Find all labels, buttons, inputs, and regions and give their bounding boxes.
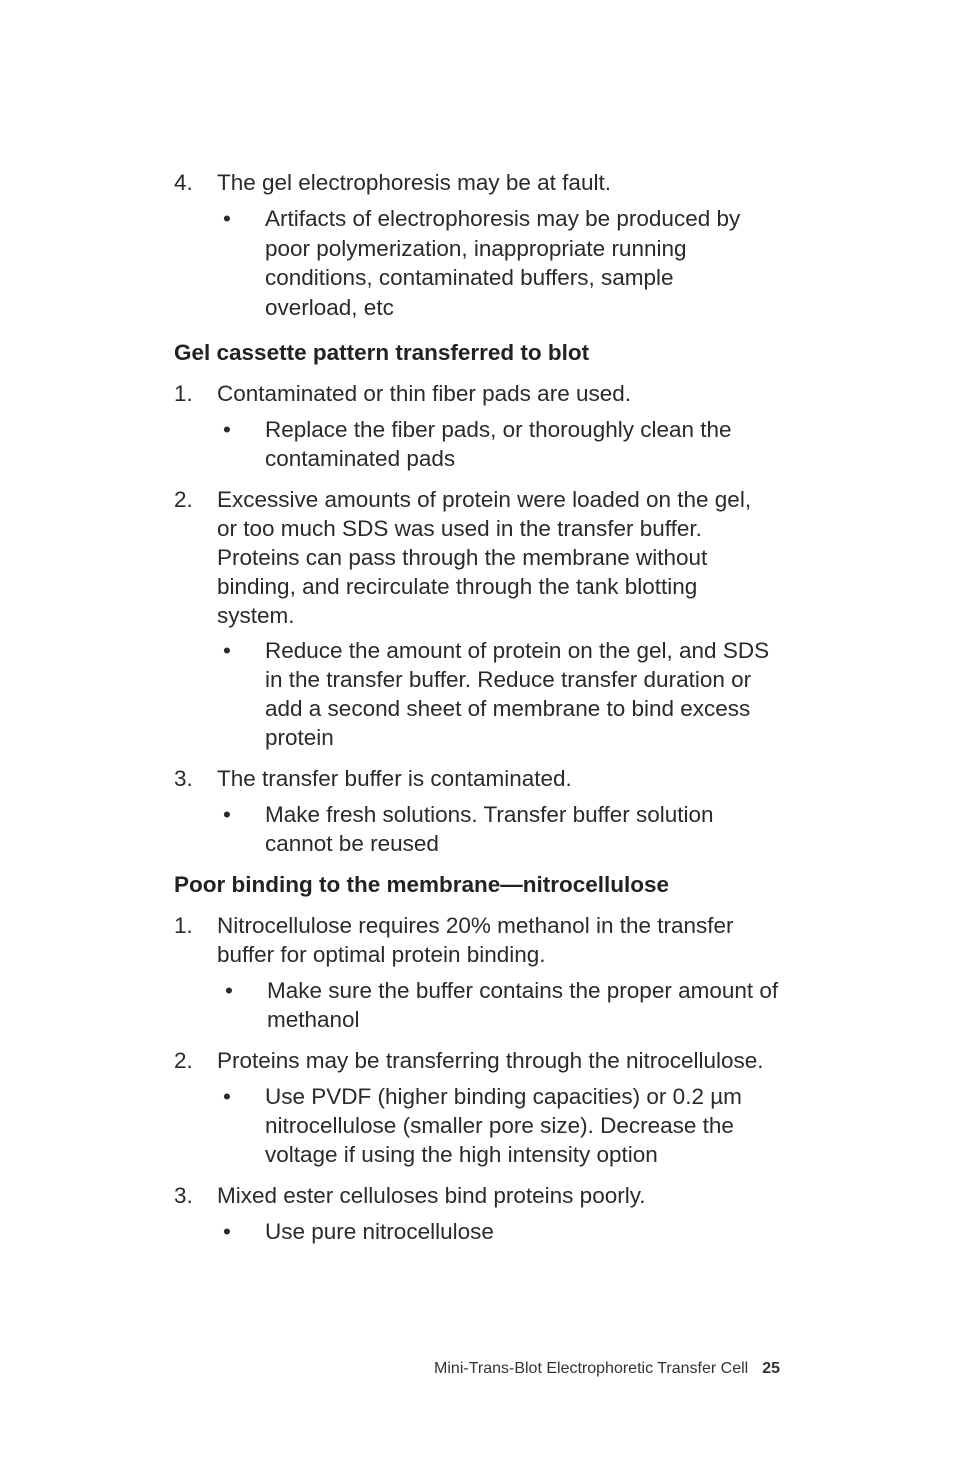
bullet-item bbox=[174, 636, 774, 752]
item-number: 2. bbox=[174, 1048, 193, 1073]
bullet-dot: • bbox=[223, 417, 231, 442]
section-heading: Poor binding to the membrane—nitrocellulose bbox=[174, 872, 670, 897]
bullet-dot: • bbox=[223, 1084, 231, 1109]
item-number: 2. bbox=[174, 487, 193, 512]
bullet-text: Reduce the amount of protein on the gel, and SDS in the transfer buffer. Reduce transfer duration or add a second sheet of membrane to bind excess protein bbox=[265, 638, 770, 750]
page-number: 25 bbox=[762, 1360, 780, 1377]
bullet-text: Use pure nitrocellulose bbox=[265, 1219, 494, 1244]
footer-title: Mini-Trans-Blot Electrophoretic Transfer Cell bbox=[434, 1360, 749, 1377]
item-number: 3. bbox=[174, 1183, 193, 1208]
list-item bbox=[174, 911, 764, 969]
bullet-dot: • bbox=[223, 638, 231, 663]
bullet-text: Artifacts of electrophoresis may be produced by poor polymerization, inappropriate running conditions, contaminated buffers, sample overload, etc bbox=[265, 206, 741, 320]
item-number: 1. bbox=[174, 381, 193, 406]
bullet-item bbox=[174, 976, 794, 1034]
bullet-text: Make sure the buffer contains the proper amount of methanol bbox=[267, 978, 779, 1032]
list-item bbox=[174, 168, 794, 197]
bullet-dot: • bbox=[223, 206, 231, 231]
bullet-text: Use PVDF (higher binding capacities) or 0.2 µm nitrocellulose (smaller pore size). Decrease the voltage if using the high intensity option bbox=[265, 1084, 742, 1167]
item-number: 1. bbox=[174, 913, 193, 938]
list-item bbox=[174, 1181, 794, 1210]
bullet-item bbox=[174, 1082, 774, 1169]
numbered-item bbox=[174, 168, 794, 197]
item-text: Nitrocellulose requires 20% methanol in the transfer buffer for optimal protein binding. bbox=[217, 913, 734, 967]
item-number: 4. bbox=[174, 170, 193, 195]
item-text: Excessive amounts of protein were loaded on the gel, or too much SDS was used in the transfer buffer. Proteins can pass through the membrane without binding, and recirculate through the tank blotting system. bbox=[217, 487, 752, 628]
item-text: Contaminated or thin fiber pads are used. bbox=[217, 381, 631, 406]
bullet-item bbox=[174, 415, 774, 473]
page-footer bbox=[434, 1359, 780, 1379]
list-item bbox=[174, 485, 774, 630]
bullet-dot: • bbox=[223, 802, 231, 827]
bullet-dot: • bbox=[223, 1219, 231, 1244]
item-text: Mixed ester celluloses bind proteins poorly. bbox=[217, 1183, 646, 1208]
bullet-item bbox=[174, 1217, 794, 1246]
bullet-text: Make fresh solutions. Transfer buffer solution cannot be reused bbox=[265, 802, 714, 856]
bullet-text: Replace the fiber pads, or thoroughly clean the contaminated pads bbox=[265, 417, 732, 471]
item-text: Proteins may be transferring through the nitrocellulose. bbox=[217, 1048, 764, 1073]
list-item bbox=[174, 379, 794, 408]
bullet-item bbox=[174, 204, 764, 322]
item-text: The transfer buffer is contaminated. bbox=[217, 766, 572, 791]
section-heading: Gel cassette pattern transferred to blot bbox=[174, 340, 590, 365]
list-item bbox=[174, 1046, 794, 1075]
list-item bbox=[174, 764, 794, 793]
item-number: 3. bbox=[174, 766, 193, 791]
bullet-item bbox=[174, 800, 754, 858]
bullet-dot: • bbox=[225, 978, 233, 1003]
item-text: The gel electrophoresis may be at fault. bbox=[217, 170, 611, 195]
